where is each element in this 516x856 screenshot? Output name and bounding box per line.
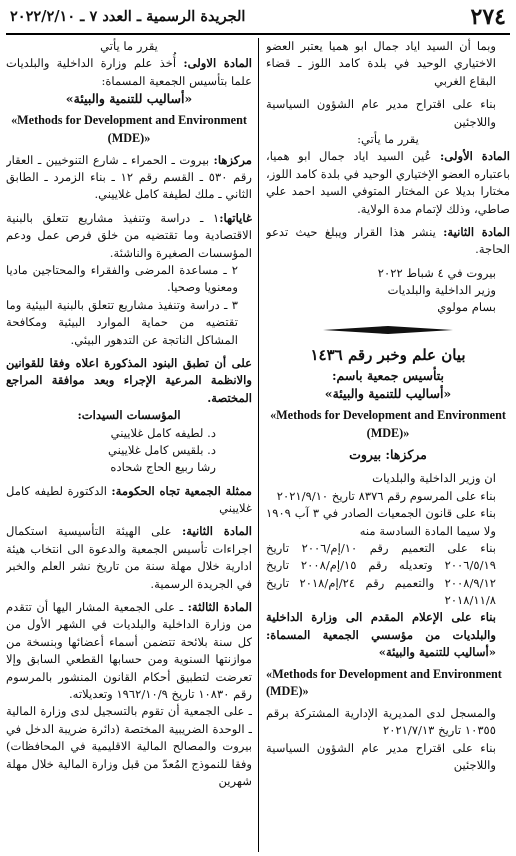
founder: رشا ربيع الحاج شحاده xyxy=(110,460,216,475)
paragraph: بناء على الإعلام المقدم الى وزارة الداخلية والبلديات من مؤسسي الجمعية المسماة: «أساليب للتنمية والبيئة» xyxy=(266,610,496,660)
founders-label: المؤسسات السيدات: xyxy=(77,408,181,423)
decides-heading: يقرر ما يأتي xyxy=(100,39,158,53)
association-name-ar: «أساليب للتنمية والبيئة» xyxy=(65,91,193,107)
article-3 xyxy=(6,599,252,703)
right-column xyxy=(266,38,510,854)
paragraph: بناء على اقتراح مدير عام الشؤون السياسية واللاجئين xyxy=(266,740,496,773)
article-1 xyxy=(6,55,252,90)
section-divider xyxy=(266,325,510,335)
article-label: المادة الأولى: xyxy=(440,149,510,164)
goals-label: غاياتها: xyxy=(219,210,252,225)
founder: د. لطيفه كامل غلاييني xyxy=(110,425,216,440)
divider-ornament-icon xyxy=(323,325,453,335)
paragraph: ان وزير الداخلية والبلديات xyxy=(372,471,496,486)
article-label: المادة الثانية: xyxy=(443,224,510,239)
headquarters xyxy=(6,152,252,204)
condition: على أن تطبق البنود المذكورة اعلاه وفقا للقوانين والانظمة المرعية الإجراء وبعد موافقة المراجع المختصة. xyxy=(6,355,252,405)
page-number: ٢٧٤ xyxy=(470,4,506,30)
article-2 xyxy=(266,224,510,259)
goal-2: ٢ ـ مساعدة المرضى والفقراء والمحتاجين ماديا ومعنويا وصحيا. xyxy=(6,263,238,295)
paragraph: بناء على اقتراح مدير عام الشؤون السياسية واللاجئين xyxy=(266,97,496,129)
page-header xyxy=(6,4,510,32)
minister-title: وزير الداخلية والبلديات xyxy=(387,283,496,298)
article-text: على الهيئة التأسيسية استكمال اجراءات تأسيس الجمعية والدعوة الى انتخاب هيئة ادارية خلال مهلة سنة من تاريخ نشر العلم والخبر في الجريدة الرسمية. xyxy=(6,524,252,591)
paragraph: وبما أن السيد اياد جمال ابو هميا يعتبر العضو الاختياري الوحيد في بلدة كامد اللوز ـ قضاء البقاع الغربي xyxy=(266,39,496,88)
notice-subtitle: بتأسيس جمعية باسم: xyxy=(331,367,445,383)
signature-block xyxy=(266,265,510,317)
article-text: أُخذ علم وزارة الداخلية والبلديات علما بتأسيس الجمعية المسماة: xyxy=(6,56,252,88)
rep-label: ممثلة الجمعية تجاه الحكومة: xyxy=(111,483,252,498)
paragraph: بناء على قانون الجمعيات الصادر في ٣ آب ١٩٠٩ ولا سيما المادة السادسة منه xyxy=(266,506,496,538)
notice-title: بيان علم وخبر رقم ١٤٣٦ xyxy=(310,345,466,364)
association-name-en: «Methods for Development and Environment (MDE)» xyxy=(266,666,502,699)
association-name-en: «Methods for Development and Environment (MDE)» xyxy=(270,407,506,440)
representative xyxy=(6,483,252,518)
article-2 xyxy=(6,523,252,593)
minister-name: بسام مولوي xyxy=(437,300,496,315)
header-rule xyxy=(6,33,510,35)
article-text: عُين السيد اياد جمال ابو هميا، باعتباره العضو الإختياري الوحيد في بلدة كامد اللوز، مختارا بديلا عن المختار المتوفي السيد احمد علي صاطي، وذلك لإتمام مدة الولاية. xyxy=(266,149,510,216)
goal-3: ٣ ـ دراسة وتنفيذ مشاريع تتعلق بالبنية البيئية وما تقتضيه من حماية الموارد البيئية ومكافحة المشاكل الناتجة عن التدهور البيئي. xyxy=(6,297,238,347)
article-text: ينشر هذا القرار ويبلغ حيث تدعو الحاجة. xyxy=(266,224,510,257)
gazette-title: الجريدة الرسمية ـ العدد ٧ ـ ٢٠٢٢/٢/١٠ xyxy=(10,8,246,25)
paragraph: والمسجل لدى المديرية الإدارية المشتركة برقم ١٠٣٥٥ تاريخ ٢٠٢١/٧/١٣ xyxy=(266,706,496,738)
rep-text: الدكتورة لطيفه كامل غلاييني xyxy=(6,483,252,516)
column-divider xyxy=(258,38,259,852)
left-column xyxy=(6,38,252,854)
association-hq: مركزها: بيروت xyxy=(349,447,427,463)
hq-text: بيروت ـ الحمراء ـ شارع التنوخيين ـ العقار رقم ٥٣٠ ـ القسم رقم ١٢ ـ بناء الزمرد ـ الطابق الثاني ـ ملك لطيفة كامل غلاييني. xyxy=(6,152,252,202)
article-1 xyxy=(266,148,510,218)
article-text: ـ على الجمعية المشار اليها أن تتقدم من وزارة الداخلية والبلديات في الشهر الأول من كل سنة بلائحة تتضمن أسماء أعضائها وبنسخة من موازنتها السنوية ومن حسابها القطعي السابق وإلا تعرضت لتطبيق أحكام القانون المنشور بالمرسوم رقم ١٠٨٣٠ تاريخ ١٩٦٢/١٠/٩ وتعديلاته. xyxy=(6,600,252,701)
founder: د. بلقيس كامل غلاييني xyxy=(107,442,216,457)
goal-1: ١ ـ دراسة وتنفيذ مشاريع تتعلق بالبنية الاقتصادية وما تقتضيه من خلق فرص عمل ودعم المؤسسات الصغيرة والناشئة. xyxy=(6,210,252,260)
article-label: المادة الثانية: xyxy=(182,524,252,539)
article-label: المادة الثالثة: xyxy=(187,600,252,615)
date-line: بيروت في ٤ شباط ٢٠٢٢ xyxy=(377,265,496,280)
association-name-ar: «أساليب للتنمية والبيئة» xyxy=(324,385,452,401)
paragraph: بناء على التعميم رقم ١٠/إم/٢٠٠٦ تاريخ ٢٠٠٦/٥/١٩ وتعديله رقم ١٥/إم/٢٠٠٨ تاريخ ٢٠٠٨/٩/١٢ والتعميم رقم ٢٤/إم/٢٠١٨ تاريخ ٢٠١٨/١١/٨ xyxy=(266,540,496,608)
hq-label: مركزها: xyxy=(213,152,252,167)
decides-heading: يقرر ما يأتي: xyxy=(357,131,419,146)
article-label: المادة الاولى: xyxy=(183,56,252,71)
goals xyxy=(6,210,252,262)
paragraph: بناء على المرسوم رقم ٨٣٧٦ تاريخ ٢٠٢١/٩/١٠ xyxy=(276,488,496,503)
association-name-en: «Methods for Development and Environment (MDE)» xyxy=(11,113,247,145)
article-3-b: ـ على الجمعية أن تقوم بالتسجيل لدى وزارة المالية ـ الوحدة الضريبية المختصة (دائرة ضريبة الدخل في بيروت والمصالح المالية الاقليمية في المحافظات) وفقا للنموذج المُعدّ من قبل وزارة المالية خلال مهلة شهرين xyxy=(6,704,252,788)
